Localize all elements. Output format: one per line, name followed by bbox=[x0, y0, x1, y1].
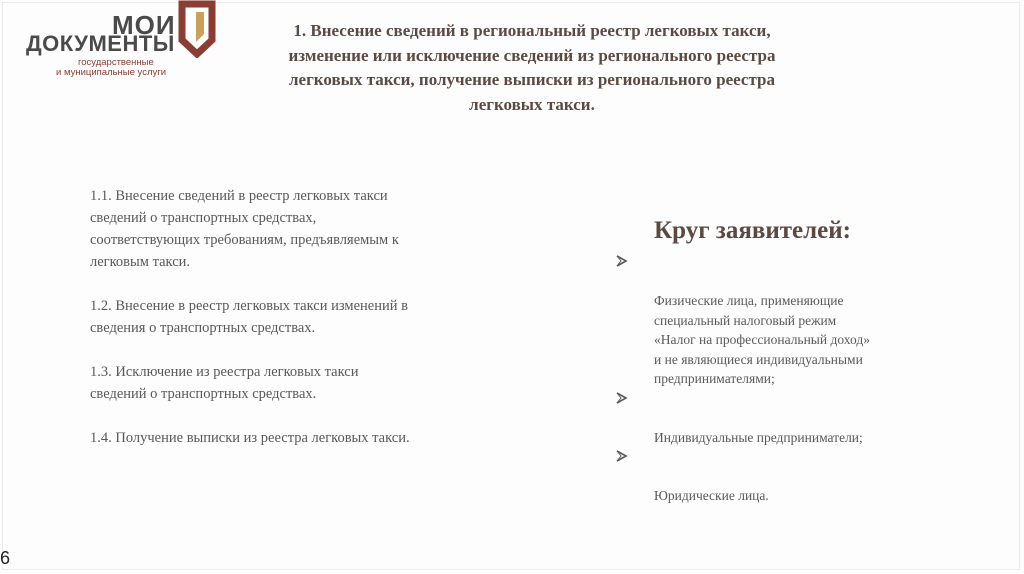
applicants-heading: Круг заявителей: bbox=[654, 217, 852, 244]
arrow-bullet-icon bbox=[615, 389, 629, 407]
service-item: 1.3. Исключение из реестра легковых такси сведений о транспортных средствах. bbox=[90, 364, 359, 402]
applicant-item bbox=[612, 252, 942, 389]
page-number: 6 bbox=[0, 548, 11, 568]
applicant-item bbox=[612, 447, 942, 506]
arrow-bullet-icon bbox=[615, 252, 629, 270]
applicants-block bbox=[612, 216, 942, 506]
applicant-item bbox=[612, 389, 942, 448]
moi-dokumenty-logo bbox=[20, 0, 230, 82]
logo-text-mun: и муниципальные услуги bbox=[56, 67, 167, 78]
applicant-text: Юридические лица. bbox=[654, 488, 769, 503]
logo-text-gos: государственные bbox=[78, 57, 154, 68]
logo-text-dokumenty: ДОКУМЕНТЫ bbox=[26, 31, 175, 56]
page-title: 1. Внесение сведений в региональный реестр легковых такси, изменение или исключение сведений из регионального реестра легковых такси, получение выписки из регионального реестра легковых такси. bbox=[288, 21, 776, 114]
service-item: 1.2. Внесение в реестр легковых такси изменений в сведения о транспортных средствах. bbox=[90, 298, 408, 336]
service-item: 1.1. Внесение сведений в реестр легковых такси сведений о транспортных средствах, соответствующих требованиям, предъявляемым к легковым такси. bbox=[90, 188, 399, 270]
applicant-text: Физические лица, применяющие специальный налоговый режим «Налог на профессиональный доход» и не являющиеся индивидуальными предпринимателями; bbox=[654, 293, 870, 386]
logo-text-moi: МОИ bbox=[112, 10, 176, 40]
applicant-text: Индивидуальные предприниматели; bbox=[654, 429, 863, 445]
arrow-bullet-icon bbox=[615, 447, 629, 465]
logo-mark-icon bbox=[174, 0, 220, 58]
service-item: 1.4. Получение выписки из реестра легковых такси. bbox=[90, 430, 410, 446]
services-list bbox=[90, 185, 530, 471]
